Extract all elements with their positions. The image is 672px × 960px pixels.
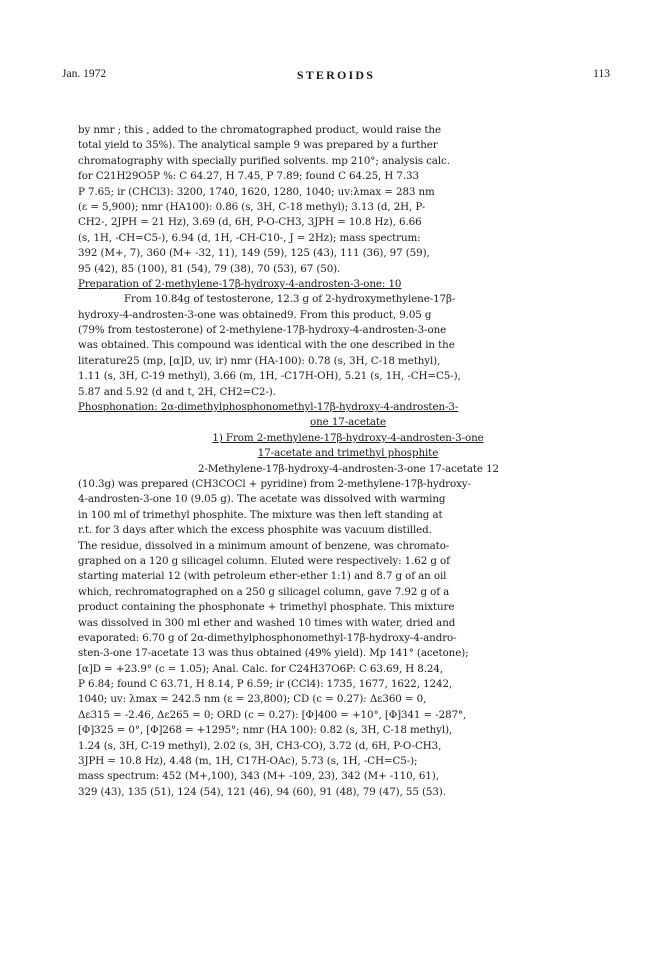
paragraph-line: (ε = 5,900); nmr (HA100): 0.86 (s, 3H, C-18 methyl); 3.13 (d, 2H, P-	[78, 200, 426, 213]
paragraph-line: (10.3g) was prepared (CH3COCl + pyridine) from 2-methylene-17β-hydroxy-	[78, 477, 471, 490]
page-number: 113	[593, 68, 610, 80]
paragraph-line: starting material 12 (with petroleum ether-ether 1:1) and 8.7 g of an oil	[78, 570, 447, 583]
section-heading: Preparation of 2-methylene-17β-hydroxy-4-androsten-3-one: 10	[78, 277, 402, 290]
paragraph-line: From 10.84g of testosterone, 12.3 g of 2-hydroxymethylene-17β-	[124, 293, 456, 306]
paragraph-line: CH2-, 2JPH = 21 Hz), 3.69 (d, 6H, P-O-CH3, 3JPH = 10.8 Hz), 6.66	[78, 216, 422, 229]
paragraph-line: 5.87 and 5.92 (d and t, 2H, CH2=C2-).	[78, 385, 276, 398]
paragraph-line: by nmr ; this , added to the chromatographed product, would raise the	[78, 124, 441, 136]
paragraph-line: P 6.84; found C 63.71, H 8.14, P 6.59; ir (CCl4): 1735, 1677, 1622, 1242,	[78, 678, 453, 691]
paragraph-line: P 7.65; ir (CHCl3): 3200, 1740, 1620, 1280, 1040; uv:λmax = 283 nm	[78, 185, 435, 198]
paragraph-line: 3JPH = 10.8 Hz), 4.48 (m, 1H, C17H-OAc), 5.73 (s, 1H, -CH=C5-);	[78, 755, 418, 768]
paragraph-line: product containing the phosphonate + trimethyl phosphate. This mixture	[78, 601, 455, 614]
paragraph-line: literature25 (mp, [α]D, uv, ir) nmr (HA-100): 0.78 (s, 3H, C-18 methyl),	[78, 354, 441, 367]
paragraph-line: graphed on a 120 g silicagel column. Eluted were respectively: 1.62 g of	[78, 554, 450, 567]
paragraph-line: was dissolved in 300 ml ether and washed 10 times with water, dried and	[78, 616, 456, 629]
issue-date: Jan. 1972	[62, 68, 107, 80]
paragraph-line: in 100 ml of trimethyl phosphite. The mixture was then left standing at	[78, 508, 443, 521]
paragraph-line: r.t. for 3 days after which the excess phosphite was vacuum distilled.	[78, 524, 432, 537]
subsection-heading: one 17-acetate	[310, 416, 386, 429]
subsection-heading: 1) From 2-methylene-17β-hydroxy-4-androsten-3-one	[212, 431, 484, 444]
paragraph-line: 1040; uv: λmax = 242.5 nm (ε = 23,800); CD (c = 0.27): Δε360 = 0,	[78, 693, 427, 706]
running-header	[62, 68, 610, 84]
paragraph-line: chromatography with specially purified solvents. mp 210°; analysis calc.	[78, 154, 450, 167]
paragraph-line: 1.11 (s, 3H, C-19 methyl), 3.66 (m, 1H, -C17H-OH), 5.21 (s, 1H, -CH=C5-),	[78, 370, 461, 383]
paragraph-line: 1.24 (s, 3H, C-19 methyl), 2.02 (s, 3H, CH3-CO), 3.72 (d, 6H, P-O-CH3,	[78, 739, 442, 752]
paragraph-line: 392 (M+, 7), 360 (M+ -32, 11), 149 (59), 125 (43), 111 (36), 97 (59),	[78, 247, 430, 260]
paragraph-line: evaporated: 6.70 g of 2α-dimethylphosphonomethyl-17β-hydroxy-4-andro-	[78, 631, 457, 644]
paragraph-line: was obtained. This compound was identical with the one described in the	[78, 339, 455, 352]
paragraph-line: which, rechromatographed on a 250 g silicagel column, gave 7.92 g of a	[78, 585, 450, 598]
paragraph-line: (79% from testosterone) of 2-methylene-17β-hydroxy-4-androsten-3-one	[78, 324, 447, 337]
paragraph-line: for C21H29O5P %: C 64.27, H 7.45, P 7.89; found C 64.25, H 7.33	[78, 170, 419, 183]
paragraph-line: 2-Methylene-17β-hydroxy-4-androsten-3-one 17-acetate 12	[198, 462, 499, 475]
paragraph-line: 4-androsten-3-one 10 (9.05 g). The acetate was dissolved with warming	[78, 493, 446, 506]
paragraph-line: mass spectrum: 452 (M+,100), 343 (M+ -109, 23), 342 (M+ -110, 61),	[78, 770, 439, 783]
paragraph-line: (s, 1H, -CH=C5-), 6.94 (d, 1H, -CH-C10-, J = 2Hz); mass spectrum:	[78, 231, 421, 244]
paragraph-line: total yield to 35%). The analytical sample 9 was prepared by a further	[78, 139, 438, 152]
body-text	[78, 123, 618, 800]
paragraph-line: hydroxy-4-androsten-3-one was obtained9. From this product, 9.05 g	[78, 308, 432, 321]
paragraph-line: [α]D = +23.9° (c = 1.05); Anal. Calc. for C24H37O6P: C 63.69, H 8.24,	[78, 662, 444, 675]
paragraph-line: The residue, dissolved in a minimum amount of benzene, was chromato-	[78, 539, 450, 552]
paragraph-line: Δε315 = -2.46, Δε265 = 0; ORD (c = 0.27): [Φ]400 = +10°, [Φ]341 = -287°,	[78, 708, 467, 721]
paragraph-line: 329 (43), 135 (51), 124 (54), 121 (46), 94 (60), 91 (48), 79 (47), 55 (53).	[78, 785, 446, 798]
paragraph-line: 95 (42), 85 (100), 81 (54), 79 (38), 70 (53), 67 (50).	[78, 262, 341, 275]
subsection-heading: 17-acetate and trimethyl phosphite	[257, 447, 439, 460]
paragraph-line: sten-3-one 17-acetate 13 was thus obtained (49% yield). Mp 141° (acetone);	[78, 647, 469, 660]
paragraph-line: [Φ]325 = 0°, [Φ]268 = +1295°; nmr (HA 100): 0.82 (s, 3H, C-18 methyl),	[78, 724, 453, 737]
section-heading: Phosphonation: 2α-dimethylphosphonomethyl-17β-hydroxy-4-androsten-3-	[78, 401, 459, 414]
journal-title: STEROIDS	[296, 68, 376, 82]
